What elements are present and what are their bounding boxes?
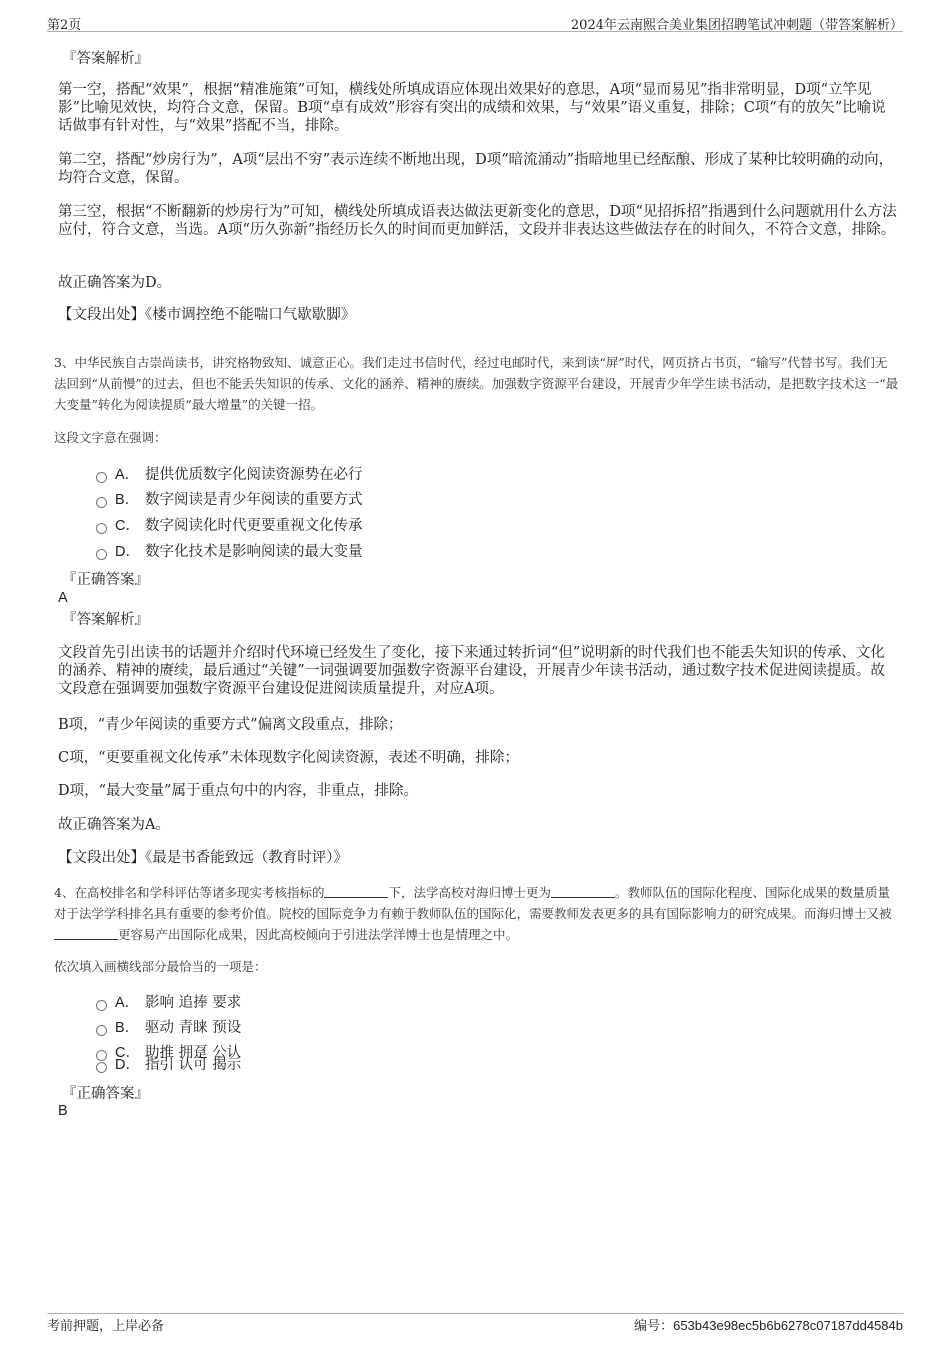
q4-answer: B	[58, 1103, 68, 1119]
q4-option-d[interactable]: D． 指引 认可 揭示	[96, 1055, 241, 1075]
blank-2	[551, 885, 615, 898]
blank-1	[324, 885, 388, 898]
q3-analysis-label: 『答案解析』	[62, 612, 149, 628]
q3-option-a[interactable]: A． 提供优质数字化阅读资源势在必行	[96, 465, 363, 485]
footer-slogan: 考前押题，上岸必备	[47, 1319, 165, 1334]
q4-option-c[interactable]: C． 助推 拥趸 公认	[96, 1043, 241, 1063]
q3-analysis-p4: D项，“最大变量”属于重点句中的内容，非重点，排除。	[58, 783, 418, 799]
page-number: 第2页	[47, 18, 82, 33]
radio-icon[interactable]	[96, 549, 107, 560]
q2-analysis-p3: 第三空，根据“不断翻新的炒房行为”可知，横线处所填成语表达做法更新变化的意思，D项“见招拆招”指遇到什么问题就用什么方法应付，符合文意，当选。A项“历久弥新”指经历长久的时间而更加鲜活，文段并非表达这些做法存在的时间久，不符合文意，排除。	[58, 204, 897, 238]
radio-icon[interactable]	[96, 1062, 107, 1073]
radio-icon[interactable]	[96, 1000, 107, 1011]
q3-answer: A	[58, 590, 68, 606]
q2-analysis-p2: 第二空，搭配“炒房行为”，A项“层出不穷”表示连续不断地出现，D项“暗流涌动”指暗地里已经酝酿、形成了某种比较明确的动向，均符合文意，保留。	[58, 152, 894, 186]
q3-prompt: 这段文字意在强调：	[54, 430, 167, 445]
q3-analysis-p3: C项，“更要重视文化传承”未体现数字化阅读资源，表述不明确，排除；	[58, 750, 519, 766]
q3-analysis-p1: 文段首先引出读书的话题并介绍时代环境已经发生了变化，接下来通过转折词“但”说明新的时代我们也不能丢失知识的传承、文化的涵养、精神的赓续，最后通过“关键”一词强调要加强数字资源平台建设，开展青少年读书活动，通过数字技术促进阅读提质。故文段意在强调要加强数字资源平台建设促进阅读质量提升，对应A项。	[58, 645, 885, 697]
page-header	[47, 0, 903, 32]
q2-conclusion: 故正确答案为D。	[58, 275, 172, 291]
q3-conclusion: 故正确答案为A。	[58, 817, 170, 833]
q3-option-d[interactable]: D． 数字化技术是影响阅读的最大变量	[96, 542, 363, 562]
document-serial: 编号：653b43e98ec5b6b6278c07187dd4584b	[634, 1318, 903, 1333]
q2-analysis-label: 『答案解析』	[62, 51, 149, 67]
radio-icon[interactable]	[96, 472, 107, 483]
q4-option-a[interactable]: A． 影响 追捧 要求	[96, 993, 241, 1013]
q3-option-c[interactable]: C． 数字阅读化时代更要重视文化传承	[96, 516, 363, 536]
q3-source: 【文段出处】《最是书香能致远（教育时评）》	[58, 850, 348, 866]
q3-answer-label: 『正确答案』	[62, 572, 149, 588]
q2-analysis-p1: 第一空，搭配“效果”，根据“精准施策”可知，横线处所填成语应体现出效果好的意思，A项“显而易见”指非常明显，D项“立竿见影”比喻见效快，均符合文意，保留。B项“卓有成效”形容有突出的成绩和效果，与“效果”语义重复，排除；C项“有的放矢”比喻说话做事有针对性，与“效果”搭配不当，排除。	[58, 82, 886, 134]
radio-icon[interactable]	[96, 523, 107, 534]
radio-icon[interactable]	[96, 1025, 107, 1036]
blank-3	[54, 927, 118, 940]
q4-option-b[interactable]: B． 驱动 青睐 预设	[96, 1018, 241, 1038]
document-title: 2024年云南熙合美业集团招聘笔试冲刺题（带答案解析）	[570, 18, 903, 33]
page-footer	[47, 1313, 903, 1344]
q3-analysis-p2: B项，“青少年阅读的重要方式”偏离文段重点，排除；	[58, 717, 403, 733]
q3-option-b[interactable]: B． 数字阅读是青少年阅读的重要方式	[96, 490, 363, 510]
q4-prompt: 依次填入画横线部分最恰当的一项是：	[54, 959, 267, 974]
q2-source: 【文段出处】《楼市调控绝不能喘口气歇歇脚》	[58, 307, 356, 323]
q3-question-text: 3、中华民族自古崇尚读书，讲究格物致知、诚意正心。我们走过书信时代，经过电邮时代，来到读“屏”时代，网页挤占书页，“输写”代替书写。我们无法回到“从前慢”的过去，但也不能丢失知识的传承、文化的涵养、精神的赓续。加强数字资源平台建设，开展青少年学生读书活动，是把数字技术这一“最大变量”转化为阅读提质“最大增量”的关键一招。	[54, 355, 899, 412]
q4-answer-label: 『正确答案』	[62, 1086, 149, 1102]
radio-icon[interactable]	[96, 497, 107, 508]
q4-question-text: 4、在高校排名和学科评估等诸多现实考核指标的 下，法学高校对海归博士更为 。教师队伍的国际化程度、国际化成果的数量质量对于法学学科排名具有重要的参考价值。院校的国际竞争力有赖于教师队伍的国际化，需要教师发表更多的具有国际影响力的研究成果。而海归博士又被更容易产出国际化成果，因此高校倾向于引进法学洋博士也是情理之中。	[54, 885, 892, 942]
